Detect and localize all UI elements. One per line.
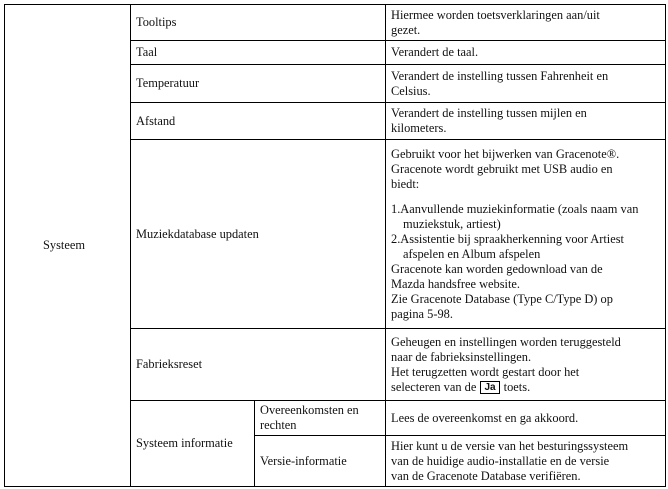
category-systeem: Systeem xyxy=(5,5,131,487)
list-item: 2.Assistentie bij spraakherkenning voor Artiest afspelen en Album afspelen xyxy=(391,231,624,261)
list-item: 1.Aanvullende muziekinformatie (zoals naam van muziekstuk, artiest) xyxy=(391,201,639,231)
desc-line: Gracenote wordt gebruikt met USB audio en xyxy=(391,161,613,176)
desc-line: Gebruikt voor het bijwerken van Gracenote®. xyxy=(391,146,620,161)
desc-line: naar de fabrieksinstellingen. xyxy=(391,349,532,364)
desc-line: biedt: xyxy=(391,176,420,191)
setting-temperatuur: Temperatuur xyxy=(131,65,386,103)
desc-line: Mazda handsfree website. xyxy=(391,276,521,291)
setting-afstand: Afstand xyxy=(131,103,386,140)
spacer xyxy=(391,192,661,202)
desc-line xyxy=(391,380,661,395)
desc-line: Zie Gracenote Database (Type C/Type D) op xyxy=(391,291,613,306)
desc-line: Hiermee worden toetsverklaringen aan/uit xyxy=(391,7,600,22)
setting-tooltips: Tooltips xyxy=(131,5,386,41)
desc-taal: Verandert de taal. xyxy=(386,41,666,65)
desc-afstand xyxy=(386,103,666,140)
desc-line: van de huidige audio-installatie en de versie xyxy=(391,453,610,468)
desc-temperatuur xyxy=(386,65,666,103)
setting-taal: Taal xyxy=(131,41,386,65)
table-row-tooltips xyxy=(5,5,666,41)
ja-button-glyph: Ja xyxy=(480,381,499,394)
desc-line: Gracenote kan worden gedownload van de xyxy=(391,261,603,276)
desc-line: Hier kunt u de versie van het besturingssysteem xyxy=(391,438,629,453)
desc-line: Celsius. xyxy=(391,83,431,98)
desc-line: Geheugen en instellingen worden teruggesteld xyxy=(391,334,621,349)
desc-overeenkomsten: Lees de overeenkomst en ga akkoord. xyxy=(386,401,666,436)
setting-systeem-informatie: Systeem informatie xyxy=(131,401,255,487)
setting-muziekdatabase-updaten: Muziekdatabase updaten xyxy=(131,140,386,329)
desc-line: pagina 5-98. xyxy=(391,306,453,321)
desc-line: Verandert de instelling tussen Fahrenheit en xyxy=(391,68,609,83)
setting-versie-informatie: Versie-informatie xyxy=(255,436,386,487)
desc-line: kilometers. xyxy=(391,121,447,135)
desc-line: van de Gracenote Database verifiëren. xyxy=(391,468,581,483)
desc-text: selecteren van de xyxy=(391,379,477,394)
desc-line: Het terugzetten wordt gestart door het xyxy=(391,364,580,379)
desc-line: gezet. xyxy=(391,22,421,37)
desc-versie-informatie xyxy=(386,436,666,487)
setting-fabrieksreset: Fabrieksreset xyxy=(131,329,386,401)
desc-text: toets. xyxy=(503,379,531,394)
desc-line: Verandert de instelling tussen mijlen en xyxy=(391,106,587,120)
desc-tooltips xyxy=(386,5,666,41)
settings-table xyxy=(4,4,666,487)
desc-muziekdatabase xyxy=(386,140,666,329)
setting-overeenkomsten-en-rechten: Overeenkomsten en rechten xyxy=(255,401,386,436)
desc-fabrieksreset xyxy=(386,329,666,401)
